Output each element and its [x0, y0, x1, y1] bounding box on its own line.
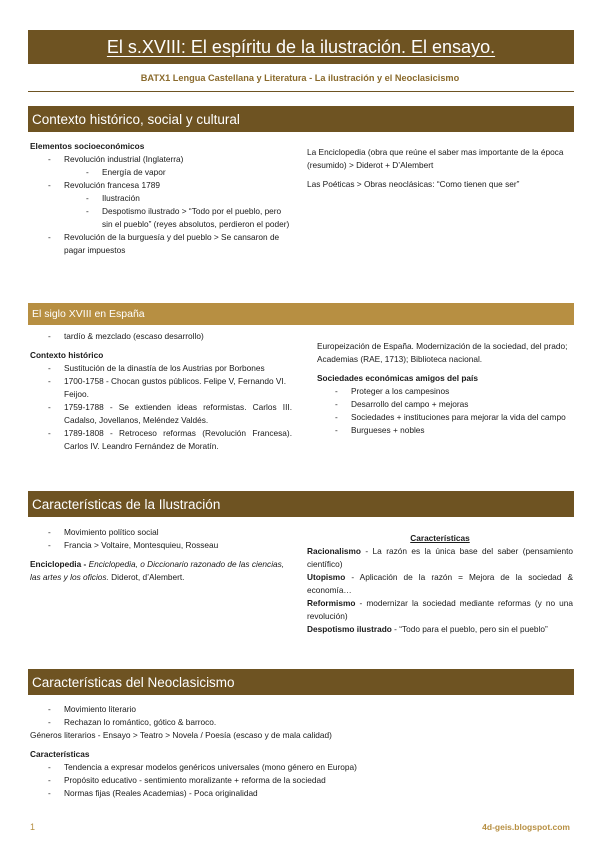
ilustracion-right-block — [307, 532, 573, 636]
list-item: - Francia > Voltaire, Montesquieu, Rosseau — [48, 540, 219, 550]
list-item: - 1759-1788 - Se extienden ideas reformistas. Carlos III. Cadalso, Jovellanos, Meléndez Valdés. — [48, 402, 292, 425]
list-item: - tardío & mezclado (escaso desarrollo) — [48, 331, 204, 341]
list-item: - Tendencia a expresar modelos genéricos universales (mono género en Europa) — [48, 762, 357, 772]
genres-line: Géneros literarios - Ensayo > Teatro > Novela / Poesía (escaso y de mala calidad) — [30, 730, 332, 740]
list-item: - Revolución industrial (Inglaterra) — [48, 154, 184, 164]
section-heading-contexto: Contexto histórico, social y cultural — [28, 106, 574, 132]
definition: Racionalismo - La razón es la única base del saber (pensamiento científico) — [307, 546, 573, 569]
list-item: - 1700-1758 - Chocan gustos públicos. Felipe V, Fernando VI. Feijoo. — [48, 376, 287, 399]
subheading: Sociedades económicas amigos del país — [317, 373, 478, 383]
list-item: - Movimiento literario — [48, 704, 136, 714]
definition: Reformismo - modernizar la sociedad mediante reformas (y no una revolución) — [307, 598, 573, 621]
title-banner — [28, 30, 574, 64]
page-title: El s.XVIII: El espíritu de la ilustración. El ensayo. — [106, 36, 496, 57]
subheading: Características — [30, 749, 90, 759]
list-item: - Despotismo ilustrado > “Todo por el pueblo, pero sin el pueblo” (reyes absolutos, perdieron el poder) — [86, 206, 290, 229]
spain-context-block — [30, 330, 292, 453]
list-item: - Ilustración — [86, 193, 140, 203]
subheading: Características — [410, 533, 470, 543]
socioeconomic-block — [30, 140, 292, 257]
page-number: 1 — [30, 822, 36, 832]
enciclopedia-definition: Enciclopedia - Enciclopedia, o Diccionario razonado de las ciencias, las artes y los oficios. Diderot, d’Alembert. — [30, 559, 285, 582]
list-item: - Rechazan lo romántico, gótico & barroco. — [48, 717, 217, 727]
definition: Utopismo - Aplicación de la razón = Mejora de la sociedad & economía… — [307, 572, 573, 595]
definition: Despotismo ilustrado - “Todo para el pueblo, pero sin el pueblo” — [307, 624, 548, 634]
subtitle: BATX1 Lengua Castellana y Literatura - La ilustración y el Neoclasicismo — [140, 73, 460, 83]
site-link[interactable]: 4d-geis.blogspot.com — [482, 822, 570, 832]
spain-society-block — [317, 340, 573, 437]
list-item: - Energía de vapor — [86, 167, 166, 177]
section-heading-neoclasicismo: Características del Neoclasicismo — [28, 669, 574, 695]
list-item: - Sociedades + instituciones para mejorar la vida del campo — [335, 412, 566, 422]
paragraph: La Enciclopedia (obra que reúne el saber mas importante de la época (resumido) > Diderot + D’Alembert — [307, 147, 564, 170]
list-item: - Desarrollo del campo + mejoras — [335, 399, 469, 409]
section-heading-espana: El siglo XVIII en España — [28, 303, 574, 325]
list-item: - Propósito educativo - sentimiento moralizante + reforma de la sociedad — [48, 775, 326, 785]
list-item: - 1789-1808 - Retroceso reformas (Revolución Francesa). Carlos IV. Leandro Fernández de Moratín. — [48, 428, 292, 451]
encyclopedia-block — [307, 146, 573, 191]
list-item: - Movimiento político social — [48, 527, 159, 537]
neoclasicismo-block — [30, 703, 570, 800]
list-item: - Sustitución de la dinastía de los Austrias por Borbones — [48, 363, 265, 373]
ilustracion-left-block — [30, 526, 294, 584]
list-item: - Normas fijas (Reales Academias) - Poca originalidad — [48, 788, 258, 798]
subheading: Contexto histórico — [30, 350, 104, 360]
list-item: - Proteger a los campesinos — [335, 386, 450, 396]
section-heading-ilustracion: Características de la Ilustración — [28, 491, 574, 517]
divider — [28, 91, 574, 92]
paragraph: Europeización de España. Modernización de la sociedad, del prado; Academias (RAE, 1713); Biblioteca nacional. — [317, 341, 568, 364]
subheading: Elementos socioeconómicos — [30, 141, 145, 151]
list-item: - Revolución francesa 1789 — [48, 180, 160, 190]
paragraph: Las Poéticas > Obras neoclásicas: “Como tienen que ser” — [307, 179, 520, 189]
list-item: - Revolución de la burguesía y del pueblo > Se cansaron de pagar impuestos — [48, 232, 280, 255]
list-item: - Burgueses + nobles — [335, 425, 425, 435]
